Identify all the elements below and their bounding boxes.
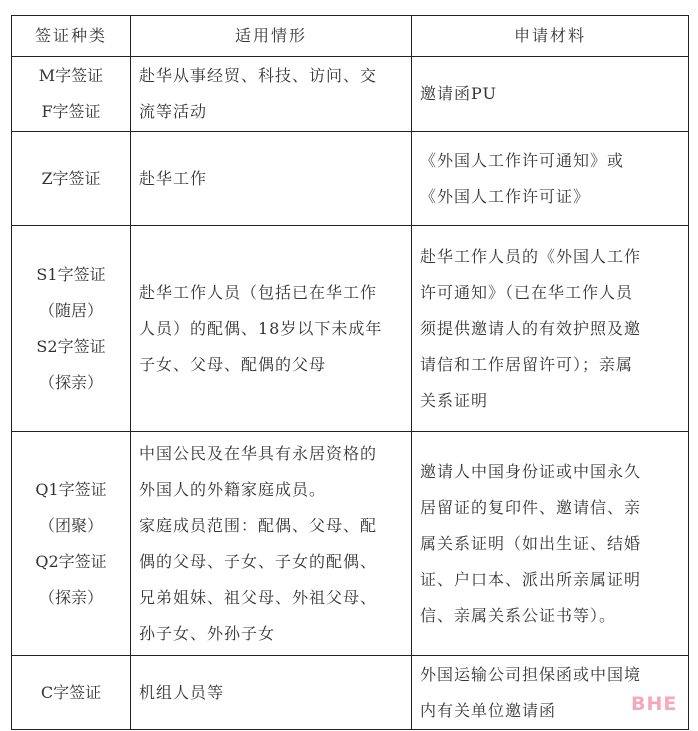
case-cell: [131, 656, 412, 730]
visa-type-cell: [12, 132, 131, 226]
visa-type-label: （随居）: [38, 300, 103, 320]
case-cell: [131, 432, 412, 656]
header-materials: 申请材料: [412, 16, 689, 57]
visa-type-label: （团聚）: [38, 515, 103, 535]
case-text: 外国人的外籍家庭成员。: [139, 479, 327, 499]
visa-type-label: Q2字签证: [35, 551, 107, 571]
materials-text: 赴华工作人员的《外国人工作: [420, 246, 642, 266]
case-text: 孙子女、外孙子女: [139, 623, 276, 643]
visa-type-cell: [12, 57, 131, 132]
visa-type-label: F字签证: [41, 102, 101, 121]
case-text: 家庭成员范围：配偶、父母、配: [139, 515, 378, 535]
case-text: 人员）的配偶、18岁以下未成年: [139, 318, 383, 338]
case-cell: [131, 132, 412, 226]
visa-type-label: （探亲）: [38, 587, 103, 607]
case-text: 流等活动: [139, 102, 208, 121]
table-row: [12, 226, 689, 432]
case-cell: [131, 57, 412, 132]
visa-type-label: C字签证: [40, 682, 102, 702]
materials-text: 信、亲属关系公证书等）。: [420, 605, 617, 625]
materials-text: 属关系证明（如出生证、结婚: [420, 533, 642, 553]
materials-text: 请信和工作居留许可）；亲属: [420, 354, 634, 374]
table-row: [12, 656, 689, 730]
visa-type-label: S1字签证: [36, 264, 106, 284]
materials-text: 内有关单位邀请函: [420, 700, 557, 720]
materials-text: 关系证明: [420, 390, 489, 410]
materials-text: 《外国人工作许可通知》或: [420, 150, 625, 170]
table-row: [12, 432, 689, 656]
materials-text: 邀请人中国身份证或中国永久: [420, 461, 642, 481]
materials-text: 许可通知》（已在华工作人员: [420, 282, 634, 302]
materials-text: 须提供邀请人的有效护照及邀: [420, 318, 642, 338]
materials-cell: [412, 432, 689, 656]
case-text: 赴华工作: [139, 168, 208, 188]
case-text: 机组人员等: [139, 682, 225, 702]
bhe-watermark-logo: BHE: [631, 693, 678, 715]
visa-type-label: Q1字签证: [35, 479, 107, 499]
visa-type-cell: [12, 432, 131, 656]
case-cell: [131, 226, 412, 432]
materials-cell: [412, 226, 689, 432]
materials-text: 居留证的复印件、邀请信、亲: [420, 497, 642, 517]
materials-cell: [412, 57, 689, 132]
case-text: 偶的父母、子女、子女的配偶、: [139, 551, 378, 571]
visa-type-cell: [12, 226, 131, 432]
case-text: 赴华从事经贸、科技、访问、交: [139, 66, 378, 85]
table-header-row: [12, 16, 689, 57]
materials-text: 邀请函PU: [420, 84, 497, 103]
visa-type-label: S2字签证: [36, 336, 106, 356]
table-row: [12, 132, 689, 226]
materials-text: 外国运输公司担保函或中国境: [420, 664, 642, 684]
header-visa-type: 签证种类: [12, 16, 131, 57]
case-text: 中国公民及在华具有永居资格的: [139, 443, 378, 463]
materials-text: 《外国人工作许可证》: [420, 186, 591, 206]
case-text: 子女、父母、配偶的父母: [139, 354, 327, 374]
visa-types-table: [11, 15, 689, 730]
materials-cell: [412, 132, 689, 226]
header-applicable-case: 适用情形: [131, 16, 412, 57]
visa-type-label: Z字签证: [41, 168, 101, 188]
table-row: [12, 57, 689, 132]
visa-type-label: M字签证: [38, 66, 104, 85]
case-text: 赴华工作人员（包括已在华工作: [139, 282, 378, 302]
case-text: 兄弟姐妹、祖父母、外祖父母、: [139, 587, 378, 607]
visa-type-cell: [12, 656, 131, 730]
visa-type-label: （探亲）: [38, 372, 103, 392]
materials-text: 证、户口本、派出所亲属证明: [420, 569, 642, 589]
